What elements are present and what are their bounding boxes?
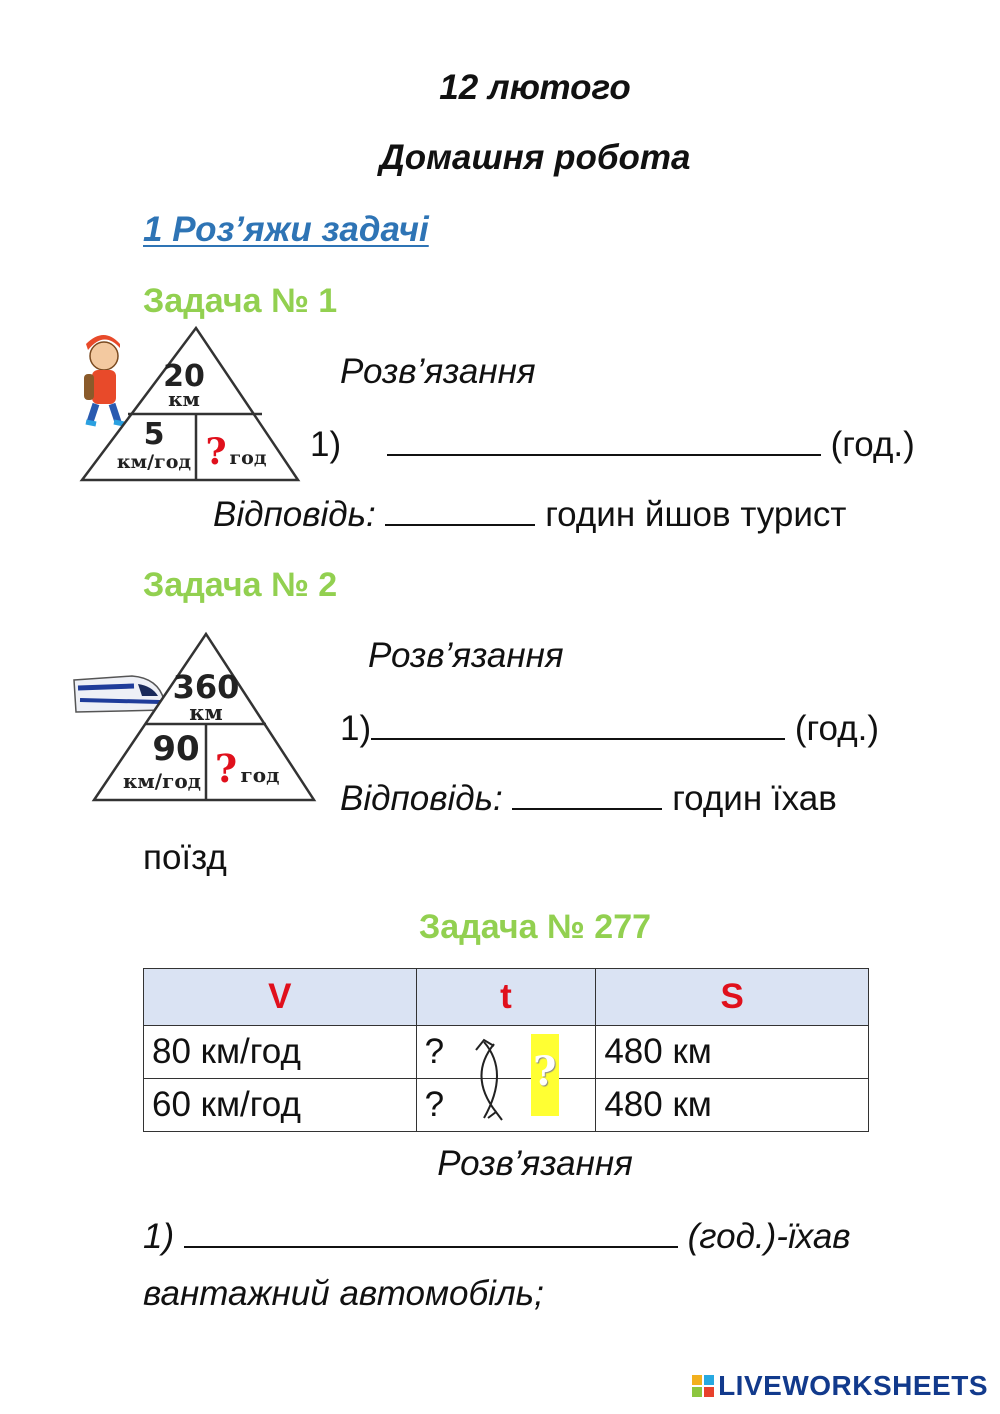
train-icon [74, 676, 164, 712]
table-header-t: t [416, 969, 596, 1026]
task1-step1 [310, 424, 915, 465]
table-cell-time-mark: ? [424, 1085, 445, 1124]
logo-grid-icon [692, 1375, 714, 1397]
task1-solution-label: Розв’язання [340, 352, 536, 391]
task2-answer-wrap: поїзд [143, 838, 227, 877]
task2-time-question-mark: ? [214, 746, 238, 791]
page-date: 12 лютого [439, 68, 631, 107]
task2-answer [340, 778, 837, 819]
task1-answer-label: Відповідь: [213, 495, 376, 534]
task3-step1-continued: вантажний автомобіль; [143, 1274, 544, 1313]
task2-step-number: 1) [340, 709, 372, 748]
task2-step1 [340, 708, 879, 749]
task3-step1-blank[interactable] [184, 1216, 678, 1248]
task2-distance-value: 360 [172, 668, 240, 706]
task2-title: Задача № 2 [143, 566, 338, 604]
table-cell-distance: 480 км [596, 1026, 869, 1079]
task2-answer-text: годин їхав [672, 779, 837, 818]
task2-answer-blank[interactable] [512, 778, 662, 810]
task1-speed-value: 5 [143, 417, 165, 452]
task2-speed-unit: км/год [122, 769, 202, 793]
task3-step1 [143, 1216, 851, 1257]
task2-distance-unit: км [189, 700, 223, 725]
task1-answer-blank[interactable] [385, 494, 535, 526]
task2-speed-value: 90 [152, 729, 200, 769]
task2-solution-label: Розв’язання [368, 636, 564, 675]
task2-step1-blank[interactable] [371, 708, 785, 740]
table-header-row [144, 969, 869, 1026]
section-heading: 1 Роз’яжи задачі [143, 210, 429, 249]
task2-triangle-diagram [72, 628, 324, 808]
task1-distance-value: 20 [163, 359, 205, 394]
table-header-v: V [144, 969, 417, 1026]
task2-step-unit: (год.) [794, 709, 880, 748]
task3-step-number: 1) [143, 1217, 175, 1256]
table-cell-speed: 60 км/год [144, 1079, 417, 1132]
table-header-s: S [596, 969, 869, 1026]
task2-time-unit: год [240, 763, 280, 787]
task1-step-unit: (год.) [830, 425, 915, 464]
task1-step1-blank[interactable] [387, 424, 821, 456]
task1-time-unit: год [229, 447, 267, 469]
page-title: Домашня робота [379, 138, 691, 177]
task3-step-unit: (год.)-їхав [687, 1217, 851, 1256]
task1-time-question-mark: ? [205, 431, 227, 473]
compare-arrow-icon [470, 1032, 532, 1128]
table-cell-speed: 80 км/год [144, 1026, 417, 1079]
logo-text: LIVEWORKSHEETS [718, 1370, 988, 1401]
hiker-icon [84, 335, 124, 424]
table-cell-time-mark: ? [424, 1032, 445, 1071]
task1-title: Задача № 1 [143, 282, 338, 320]
task1-distance-unit: км [168, 387, 200, 411]
liveworksheets-logo [692, 1370, 988, 1402]
compare-highlight [531, 1034, 559, 1116]
task1-answer-text: годин йшов турист [545, 495, 847, 534]
compare-question-mark: ? [533, 1048, 557, 1095]
table-cell-distance: 480 км [596, 1079, 869, 1132]
task1-triangle-diagram [72, 322, 304, 484]
task1-answer [213, 494, 846, 535]
task3-solution-label: Розв’язання [437, 1144, 633, 1183]
task1-speed-unit: км/год [116, 451, 192, 473]
task2-answer-label: Відповідь: [340, 779, 503, 818]
task3-title: Задача № 277 [418, 908, 652, 946]
task1-step-number: 1) [310, 425, 342, 464]
